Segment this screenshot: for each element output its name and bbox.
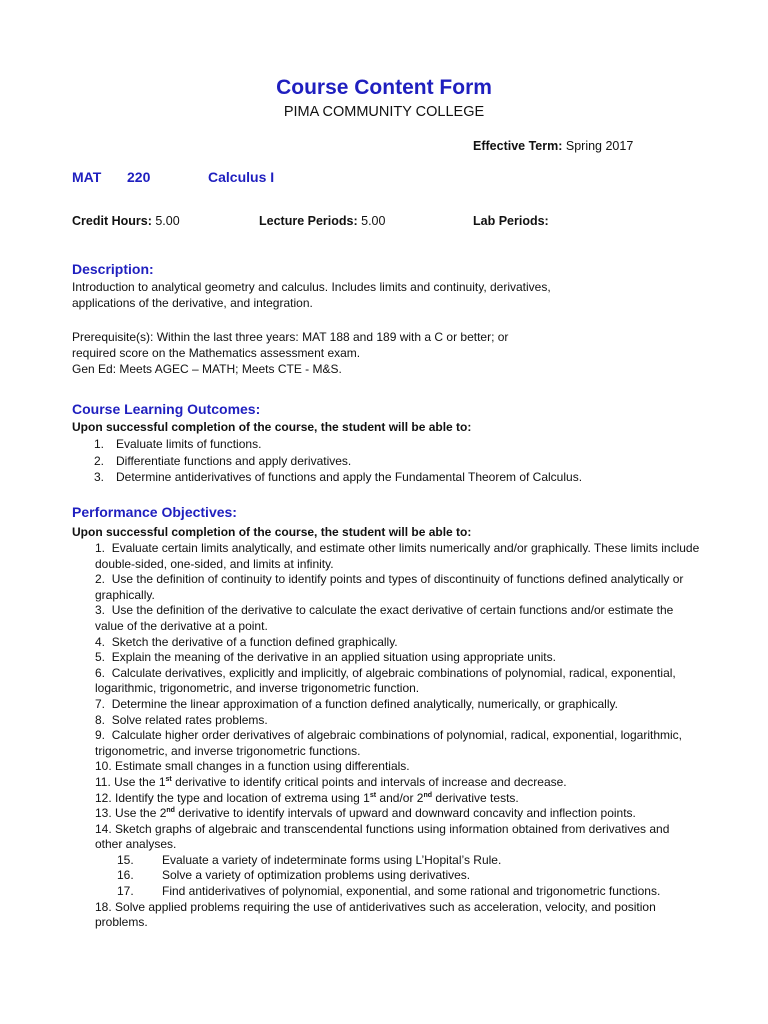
description-text [72,279,692,311]
item-number: 7. [95,696,106,711]
list-item [95,868,700,884]
item-text: Use the definition of the derivative to calculate the exact derivative of certain functions and/or estimate the value of the derivative at a point. [95,603,674,633]
ordinal-suffix: nd [166,807,175,815]
list-item [95,541,700,572]
item-number: 2. [94,453,105,468]
list-item [95,806,700,822]
gen-ed-line: Gen Ed: Meets AGEC – MATH; Meets CTE - M&S. [72,362,342,376]
item-number: 9. [95,728,106,743]
college-name: PIMA COMMUNITY COLLEGE [283,104,485,120]
lecture-periods [259,214,385,228]
credit-hours [72,214,180,228]
list-item [95,775,700,791]
effective-term [473,139,633,153]
item-number: 6. [95,665,106,680]
item-text: Sketch graphs of algebraic and transcendental functions using information obtained from derivatives and other analyses. [95,821,670,852]
page-title: Course Content Form [276,76,492,99]
list-item [95,635,700,651]
effective-term-label: Effective Term: [473,139,563,153]
item-number: 11. [95,774,111,789]
ordinal-suffix: st [369,791,377,799]
list-item [95,884,700,900]
outcomes-list [94,436,582,486]
lab-periods [473,214,549,228]
item-text: derivative tests. [432,790,519,805]
item-number: 2. [95,572,106,587]
list-item [95,713,700,729]
ordinal-suffix: nd [423,791,433,799]
item-text: Determine the linear approximation of a function defined analytically, numerically, or graphically. [111,696,618,711]
list-item [95,650,700,666]
list-item [95,572,700,603]
item-number: 17. [117,884,134,899]
list-item [95,603,700,634]
ordinal-suffix: st [165,775,172,783]
item-text: Differentiate functions and apply derivatives. [116,453,352,468]
item-number: 1. [94,437,105,451]
outcomes-intro: Upon successful completion of the course, the student will be able to: [72,420,472,434]
course-number: 220 [127,169,151,185]
list-item [95,728,700,759]
item-text: Use the 1 [114,774,166,789]
credit-hours-value: 5.00 [155,214,180,228]
outcomes-heading: Course Learning Outcomes: [72,401,261,417]
item-number: 8. [95,712,106,727]
item-text: Evaluate limits of functions. [116,437,262,451]
description-line: Introduction to analytical geometry and calculus. Includes limits and continuity, derivatives, [72,280,551,294]
list-item [94,469,582,486]
item-number: 3. [95,603,106,618]
item-text: Evaluate a variety of indeterminate forms using L’Hopital’s Rule. [162,852,502,867]
item-text: Calculate higher order derivatives of algebraic combinations of polynomial, radical, exponential, logarithmic, trigonometric, and inverse trigonometric functions. [95,728,682,758]
item-number: 3. [94,470,105,484]
list-item [95,759,700,775]
item-text: derivative to identify critical points and intervals of increase and decrease. [171,774,567,789]
item-text: Sketch the derivative of a function defined graphically. [111,634,398,649]
item-number: 10. [95,759,112,774]
list-item [95,791,700,807]
item-number: 15. [117,852,134,867]
prerequisite-line: Prerequisite(s): Within the last three years: MAT 188 and 189 with a C or better; or [72,330,509,344]
credit-hours-label: Credit Hours: [72,214,152,228]
item-text: Use the definition of continuity to identify points and types of discontinuity of functions defined analytically or graphically. [95,572,684,602]
item-number: 14. [95,821,112,836]
list-item [95,822,700,853]
course-name: Calculus I [208,169,275,185]
item-number: 12. [95,790,112,805]
item-text: Solve a variety of optimization problems using derivatives. [162,868,471,883]
item-number: 13. [95,806,112,821]
item-text: Use the 2 [115,806,167,821]
lecture-periods-value: 5.00 [361,214,386,228]
item-text: Identify the type and location of extrema using 1 [115,790,370,805]
list-item [95,666,700,697]
list-item [95,900,700,931]
item-text: Evaluate certain limits analytically, and estimate other limits numerically and/or graphically. These limits include double-sided, one-sided, and limits at infinity. [95,541,700,571]
item-number: 16. [117,868,134,883]
lecture-periods-label: Lecture Periods: [259,214,358,228]
description-heading: Description: [72,261,154,277]
item-text: and/or 2 [376,790,424,805]
item-text: Find antiderivatives of polynomial, exponential, and some rational and trigonometric functions. [162,884,661,899]
objectives-list [95,541,700,931]
course-subject: MAT [72,169,102,185]
item-text: Estimate small changes in a function using differentials. [115,759,410,774]
prerequisites [72,329,692,377]
item-text: Determine antiderivatives of functions and apply the Fundamental Theorem of Calculus. [116,470,583,484]
list-item [95,853,700,869]
item-number: 4. [95,634,106,649]
list-item [94,436,582,453]
item-text: Calculate derivatives, explicitly and implicitly, of algebraic combinations of polynomial, radical, exponential, logarithmic, trigonometric, and inverse trigonometric function. [95,665,676,696]
item-number: 18. [95,899,112,914]
item-text: Solve related rates problems. [111,712,268,727]
objectives-heading: Performance Objectives: [72,504,237,520]
item-number: 1. [95,541,106,555]
item-text: Explain the meaning of the derivative in an applied situation using appropriate units. [111,650,556,665]
item-text: Solve applied problems requiring the use of antiderivatives such as acceleration, velocity, and position problems. [95,899,656,930]
lab-periods-label: Lab Periods: [473,214,549,228]
objectives-intro: Upon successful completion of the course, the student will be able to: [72,525,472,539]
list-item [94,453,582,470]
description-line: applications of the derivative, and integration. [72,296,313,310]
effective-term-value: Spring 2017 [565,139,634,153]
item-text: derivative to identify intervals of upward and downward concavity and inflection points. [174,806,636,821]
item-number: 5. [95,650,106,665]
list-item [95,697,700,713]
prerequisite-line: required score on the Mathematics assessment exam. [72,346,361,360]
